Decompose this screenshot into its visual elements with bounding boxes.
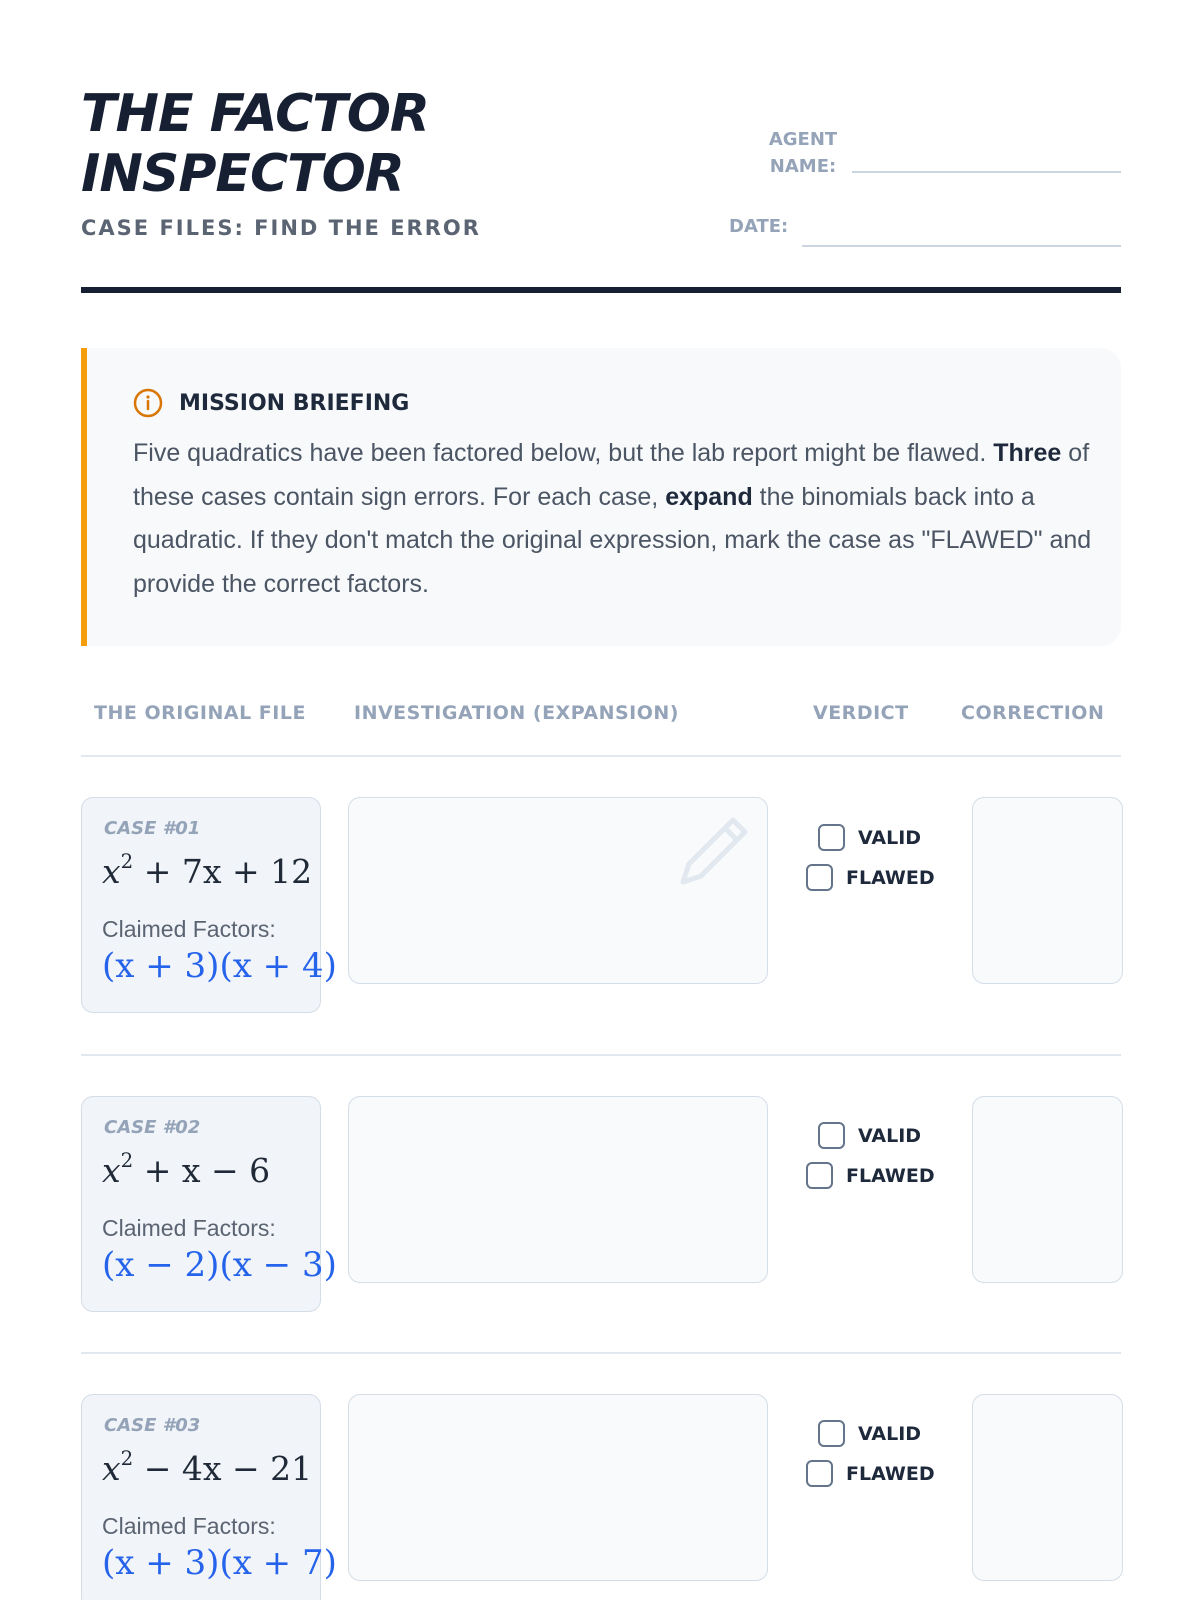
expr-exponent: 2 <box>120 1149 134 1173</box>
briefing-header <box>133 388 409 418</box>
expr-exponent: 2 <box>120 850 134 874</box>
header-divider <box>81 287 1121 293</box>
verdict-flawed-option[interactable] <box>806 1460 935 1487</box>
valid-checkbox[interactable] <box>818 1122 845 1149</box>
verdict-valid-option[interactable] <box>818 1122 921 1149</box>
case-card <box>81 1394 337 1600</box>
page-subtitle: CASE FILES: FIND THE ERROR <box>81 216 481 240</box>
column-header-verdict: VERDICT <box>813 702 909 724</box>
flawed-label: FLAWED <box>846 1164 935 1187</box>
briefing-text-part: Five quadratics have been factored below, but the lab report might be flawed. <box>133 439 994 467</box>
case-number: CASE #03 <box>104 1415 201 1436</box>
agent-name-label <box>768 126 838 180</box>
page-title <box>81 84 1121 204</box>
expr-rest: + x − 6 <box>133 1151 271 1190</box>
agent-label-line-2: NAME: <box>769 156 837 177</box>
case-card <box>81 797 337 1013</box>
date-label: DATE: <box>729 216 789 237</box>
briefing-title: MISSION BRIEFING <box>179 390 410 416</box>
correction-field[interactable] <box>972 797 1123 984</box>
claimed-factors: (x − 2)(x − 3) <box>102 1245 337 1285</box>
agent-name-field[interactable] <box>852 171 1121 173</box>
mission-briefing <box>81 348 1121 646</box>
case-number: CASE #01 <box>104 818 201 839</box>
title-line-1: THE FACTOR <box>81 84 429 144</box>
column-header-correction: CORRECTION <box>961 702 1105 724</box>
verdict-flawed-option[interactable] <box>806 864 935 891</box>
correction-field[interactable] <box>972 1394 1123 1581</box>
correction-field[interactable] <box>972 1096 1123 1283</box>
flawed-checkbox[interactable] <box>806 864 833 891</box>
valid-checkbox[interactable] <box>818 1420 845 1447</box>
verdict-flawed-option[interactable] <box>806 1162 935 1189</box>
column-header-original: THE ORIGINAL FILE <box>94 702 306 724</box>
case-card <box>81 1096 337 1312</box>
pencil-icon <box>671 812 751 892</box>
investigation-workspace[interactable] <box>348 1096 768 1283</box>
briefing-text-part: the binomials back into a quadratic. If they don't match the original expression, mark the case as "FLAWED" and provide the correct factors. <box>133 482 1092 598</box>
expr-rest: + 7x + 12 <box>133 852 313 891</box>
agent-label-line-1: AGENT <box>768 129 838 150</box>
investigation-workspace[interactable] <box>348 797 768 984</box>
row-divider <box>81 1352 1121 1354</box>
briefing-text-part: of these cases contain sign errors. For each case, <box>133 439 1090 511</box>
verdict-valid-option[interactable] <box>818 824 921 851</box>
case-expression <box>102 1151 270 1190</box>
briefing-bold-expand: expand <box>665 482 753 511</box>
worksheet-header <box>81 84 1121 294</box>
info-icon <box>133 388 163 418</box>
claimed-factors-label: Claimed Factors: <box>102 1215 276 1241</box>
expr-exponent: 2 <box>120 1447 134 1471</box>
case-expression <box>102 1449 312 1488</box>
valid-label: VALID <box>858 1124 922 1147</box>
claimed-factors-label: Claimed Factors: <box>102 916 276 942</box>
claimed-factors-label: Claimed Factors: <box>102 1513 276 1539</box>
expr-variable: x <box>102 852 121 891</box>
title-line-2: INSPECTOR <box>81 144 404 204</box>
briefing-bold-three: Three <box>993 439 1062 467</box>
case-number: CASE #02 <box>104 1117 201 1138</box>
briefing-text <box>133 432 1093 606</box>
column-header-investigation: INVESTIGATION (EXPANSION) <box>354 702 679 724</box>
date-field[interactable] <box>802 245 1121 247</box>
valid-label: VALID <box>858 826 922 849</box>
valid-checkbox[interactable] <box>818 824 845 851</box>
valid-label: VALID <box>858 1422 922 1445</box>
flawed-checkbox[interactable] <box>806 1162 833 1189</box>
case-expression <box>102 852 312 891</box>
flawed-label: FLAWED <box>846 1462 935 1485</box>
row-divider <box>81 1054 1121 1056</box>
expr-rest: − 4x − 21 <box>133 1449 313 1488</box>
flawed-label: FLAWED <box>846 866 935 889</box>
verdict-valid-option[interactable] <box>818 1420 921 1447</box>
header-row-divider <box>81 755 1121 757</box>
claimed-factors: (x + 3)(x + 7) <box>102 1543 337 1583</box>
expr-variable: x <box>102 1449 121 1488</box>
investigation-workspace[interactable] <box>348 1394 768 1581</box>
flawed-checkbox[interactable] <box>806 1460 833 1487</box>
expr-variable: x <box>102 1151 121 1190</box>
claimed-factors: (x + 3)(x + 4) <box>102 946 337 986</box>
